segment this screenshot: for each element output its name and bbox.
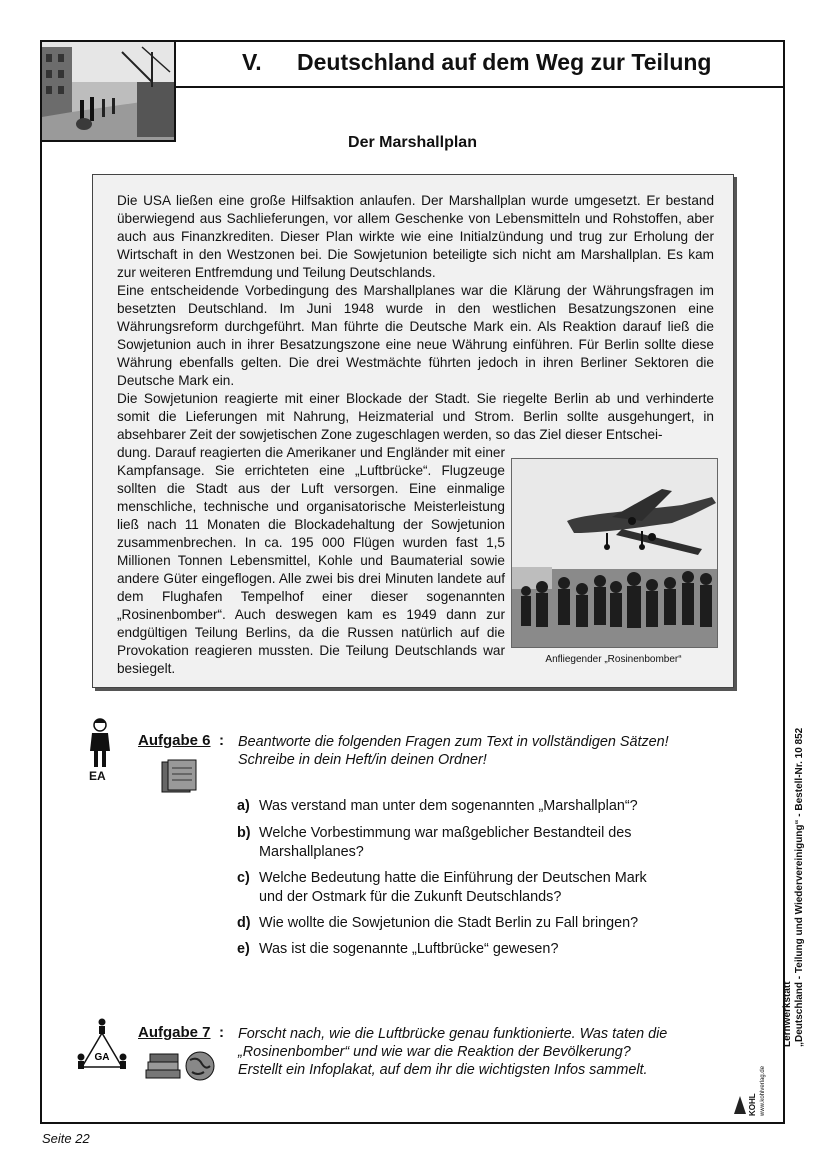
task-7-colon: : [219,1024,224,1041]
question-e [237,940,558,959]
question-key: e) [237,941,250,957]
books-globe-icon [144,1046,216,1082]
publisher-logo-icon [732,1094,748,1116]
task-6-label [138,732,211,749]
paragraph-4: dung. Darauf reagierten die Amerikaner und Engländer mit einer Kampfansage. Sie errichteten eine „Luftbrücke“. Flugzeuge sollten die Stadt aus der Luft versorgen. Eine einmalige menschliche, technische und organisatorische Meisterleistung ließ nach 11 Monaten die Blockadehaltung der Sowjetunion zusammenbrechen. In ca. 195 000 Flügen wurden fast 1,5 Millionen Tonnen Lebensmittel, Kohle und Baumaterial sowie andere Güter eingeflogen. Alle zwei bis drei Minuten landete auf dem Flughafen Tempelhof einer dieser sogenannten „Rosinenbomber“. Auch deswegen kam es 1949 dann zur endgültigen Teilung Berlins, da die Russen natürlich auf die Provokation reagieren mussten. Die Teilung Deutschlands war besiegelt. [117,445,505,676]
question-d [237,914,638,933]
question-text: Welche Bedeutung hatte die Einführung der Deutschen Mark [259,870,647,886]
task-6-colon: : [219,732,224,749]
question-key: c) [237,870,250,886]
task-6-label-text: Aufgabe 6 [138,732,211,749]
chapter-heading [242,49,711,76]
page-number: Seite 22 [42,1131,90,1146]
task-7-instruction [238,1025,667,1079]
question-a [237,797,638,816]
question-text: Wie wollte die Sowjetunion die Stadt Berlin zu Fall bringen? [259,915,639,931]
page-frame [40,40,805,1124]
question-key: a) [237,798,250,814]
side-line-1: Lernwerkstatt [782,981,793,1047]
task-7-instruction-line-3: Erstellt ein Infoplakat, auf dem ihr die wichtigsten Infos sammelt. [238,1062,648,1078]
publisher-url: www.kohlverlag.de [760,1065,766,1116]
task-7-instruction-line-1: Forscht nach, wie die Luftbrücke genau funktionierte. Was taten die [238,1026,668,1042]
task-7-label [138,1024,211,1041]
side-publisher-note [782,728,806,1047]
side-line-2: „Deutschland - Teilung und Wiedervereinigung“ - Bestell-Nr. 10 852 [794,727,805,1047]
image-caption: Anfliegender „Rosinenbomber“ [545,654,682,665]
task-7-instruction-line-2: „Rosinenbomber“ und wie war die Reaktion der Bevölkerung? [238,1044,631,1060]
publisher-name: KOHL [748,1093,757,1116]
task-6-instruction [238,733,669,769]
paragraph-1: Die USA ließen eine große Hilfsaktion anlaufen. Der Marshallplan wurde umgesetzt. Er bestand überwiegend aus Sachlieferungen, vor allem Geschenke von Lebensmitteln und Rohstoffen, aber auch aus Finanzkrediten. Dieser Plan wirkte wie eine Initialzündung und trug zur Erholung der Wirtschaft in den Westzonen bei. Die Sowjetunion beteiligte sich nicht am Marshallplan. Es kam zur weiteren Entfremdung und Teilung Deutschlands. [117,193,714,280]
question-key: d) [237,915,251,931]
ga-badge: GA [94,1052,110,1063]
group-work-icon [76,1017,128,1075]
question-text-cont: Marshallplanes? [259,844,364,860]
notebook-icon [160,758,200,794]
header-photo [42,42,176,142]
airlift-photo [511,458,718,648]
question-text: Was ist die sogenannte „Luftbrücke“ gewesen? [259,941,559,957]
publisher-logo [730,1054,770,1120]
paragraph-2: Eine entscheidende Vorbedingung des Marshallplanes war die Klärung der Währungsfragen im besetzten Deutschland. Im Juni 1948 wurde in den westlichen Besatzungszonen eine Währungsreform durchgeführt. Man führte die Deutsche Mark ein. Als Reaktion darauf ließ die Sowjetunion auch in ihrer Besatzungszone eine neue Währung einführen. Für Berlin sollte diese Währung ebenfalls gelten. Die drei Westmächte führten jedoch in ihren Berliner Sektoren die Deutsche Mark ein. [117,283,714,388]
section-title: Der Marshallplan [348,134,477,151]
text-box [92,174,734,688]
single-person-icon [88,717,112,769]
task-7-label-text: Aufgabe 7 [138,1024,211,1041]
question-key: b) [237,825,251,841]
task-6-instruction-line-2: Schreibe in dein Heft/in deinen Ordner! [238,752,487,768]
chapter-title: Deutschland auf dem Weg zur Teilung [297,49,712,75]
chapter-number: V. [242,49,262,75]
question-text: Welche Vorbestimmung war maßgeblicher Bestandteil des [259,825,632,841]
question-c [237,869,647,907]
question-b [237,824,631,862]
question-text-cont: und der Ostmark für die Zukunft Deutschlands? [259,889,562,905]
paragraph-3: Die Sowjetunion reagierte mit einer Blockade der Stadt. Sie riegelte Berlin ab und verhinderte somit die Lieferungen mit Nahrung, Heizmaterial und Strom. Berlin sollte ausgehungert, in absehbarer Zeit der sowjetischen Zone zugeschlagen werden, so das Ziel dieser Entschei- [117,391,714,442]
question-text: Was verstand man unter dem sogenannten „Marshallplan“? [259,798,638,814]
task-6-instruction-line-1: Beantworte die folgenden Fragen zum Text in vollständigen Sätzen! [238,734,669,750]
ea-badge: EA [89,769,106,783]
street-scene-photo [42,42,176,142]
